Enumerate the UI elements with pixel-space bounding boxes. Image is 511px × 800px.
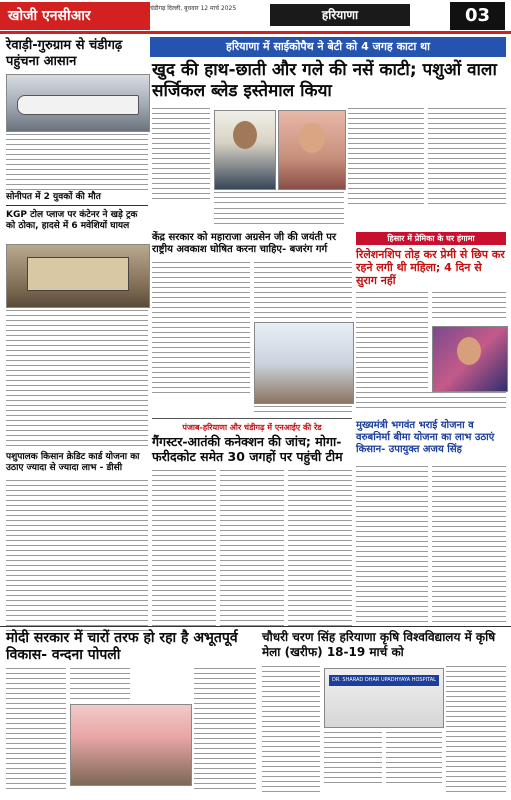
headline-bima: मुख्यमंत्री भगवंत भराई योजना व वरुबनिर्मा बीमा योजना का लाभ उठाएं किसान- उपायुक्त अजय सिंह <box>356 420 495 455</box>
body-text-modi-3 <box>194 668 256 793</box>
lead-body-col4 <box>428 108 506 208</box>
truck-shape <box>27 257 129 291</box>
date-line: चंडीगढ़ दिल्ली, बुधवार 12 मार्च 2025 <box>150 5 237 12</box>
paper-name: खोजी एनसीआर <box>0 2 150 30</box>
body-text-agrasen-1 <box>152 262 250 397</box>
body-text-bima-1 <box>356 466 428 626</box>
hisar-kicker: हिसार में प्रेमिका के घर हंगामा <box>356 232 506 245</box>
train-shape <box>17 95 139 115</box>
lead-body-center <box>214 208 344 228</box>
face-shape-girl <box>299 123 325 153</box>
masthead-rule <box>0 31 511 34</box>
body-text-gangster-1 <box>152 470 216 630</box>
portrait-girl <box>278 110 346 190</box>
headline-rewari: रेवाड़ी-गुरुग्राम से चंडीगढ़ पहुंचना आसान <box>6 38 123 69</box>
body-text-agri-4 <box>446 666 506 796</box>
woman-photo <box>432 326 508 392</box>
gangster-kicker: पंजाब-हरियाणा और चंडीगढ़ में एनआईए की रेड <box>182 423 322 432</box>
face-shape-woman <box>457 337 481 365</box>
divider <box>0 626 511 627</box>
body-text-agri-1 <box>262 666 320 796</box>
body-text-bima-2 <box>432 466 506 626</box>
headline-agri: चौधरी चरण सिंह हरियाणा कृषि विश्वविद्यालय में कृषि मेला (खरीफ) 18-19 मार्च को <box>262 630 496 659</box>
body-text-gangster-2 <box>220 470 284 630</box>
headline-pashupalak: पशुपालक किसान क्रेडिट कार्ड योजना का उठाए ज्यादा से ज्यादा लाभ - डीसी <box>6 452 140 473</box>
lead-headline: खुद की हाथ-छाती और गले की नसें काटी; पशुओं वाला सर्जिकल ब्लेड इस्तेमाल किया <box>152 60 497 101</box>
body-text-modi-2 <box>70 668 130 703</box>
headline-modi: मोदी सरकार में चारों तरफ हो रहा है अभूतपूर्व विकास- वन्दना पोपली <box>6 630 238 663</box>
lead-photo-caption <box>214 192 344 207</box>
body-text-pashupalak <box>6 480 148 635</box>
group-photo-caption <box>254 406 352 416</box>
headline-agrasen: केंद्र सरकार को महाराजा अग्रसेन जी की जयंती पर राष्ट्रीय अवकाश घोषित करना चाहिए- बजरंग गर्ग <box>152 232 337 255</box>
lead-body-col3 <box>348 108 424 208</box>
headline-hisar: रिलेशनशिप तोड़ कर प्रेमी से छिप कर रहने लगी थी महिला; 4 दिन से सुराग नहीं <box>356 248 505 287</box>
page-number: 03 <box>450 2 505 30</box>
headline-kgp: KGP टोल प्लाज पर कंटेनर ने खड़े ट्रक को ठोका, हादसे में 6 मवेशियों घायल <box>6 210 138 231</box>
body-text-rewari <box>6 134 148 194</box>
headline-gangster: गैंगस्टर-आतंकी कनेक्शन की जांच; मोगा-फरीदकोट समेत 30 जगहों पर पहुंची टीम <box>152 434 343 464</box>
body-text-hisar-1 <box>356 292 428 402</box>
accident-photo <box>6 244 150 308</box>
body-text-hisar-2 <box>432 292 506 322</box>
body-text-gangster-3 <box>288 470 352 630</box>
masthead <box>0 0 511 33</box>
body-text-agri-2 <box>324 732 382 787</box>
hospital-sign: DR. SHARAD DHAR UPADHYAYA HOSPITAL <box>329 675 439 686</box>
lead-kicker: हरियाणा में साईकोपैथ ने बेटी को 4 जगह काटा था <box>150 37 506 57</box>
event-photo <box>70 704 192 786</box>
body-text-kgp <box>6 310 148 450</box>
face-shape <box>233 121 257 149</box>
group-photo <box>254 322 354 404</box>
hospital-photo <box>324 668 444 728</box>
body-text-agri-3 <box>386 732 442 787</box>
train-photo <box>6 74 150 132</box>
body-text-modi-1 <box>6 668 66 793</box>
divider <box>152 418 352 419</box>
divider <box>6 205 148 206</box>
section-label: हरियाणा <box>270 4 410 26</box>
lead-body-col1 <box>152 108 210 203</box>
portrait-man <box>214 110 276 190</box>
body-text-agrasen-2 <box>254 262 352 322</box>
body-text-hisar-3 <box>356 392 506 412</box>
headline-sonipat: सोनीपत में 2 युवकों की मौत <box>6 192 101 202</box>
